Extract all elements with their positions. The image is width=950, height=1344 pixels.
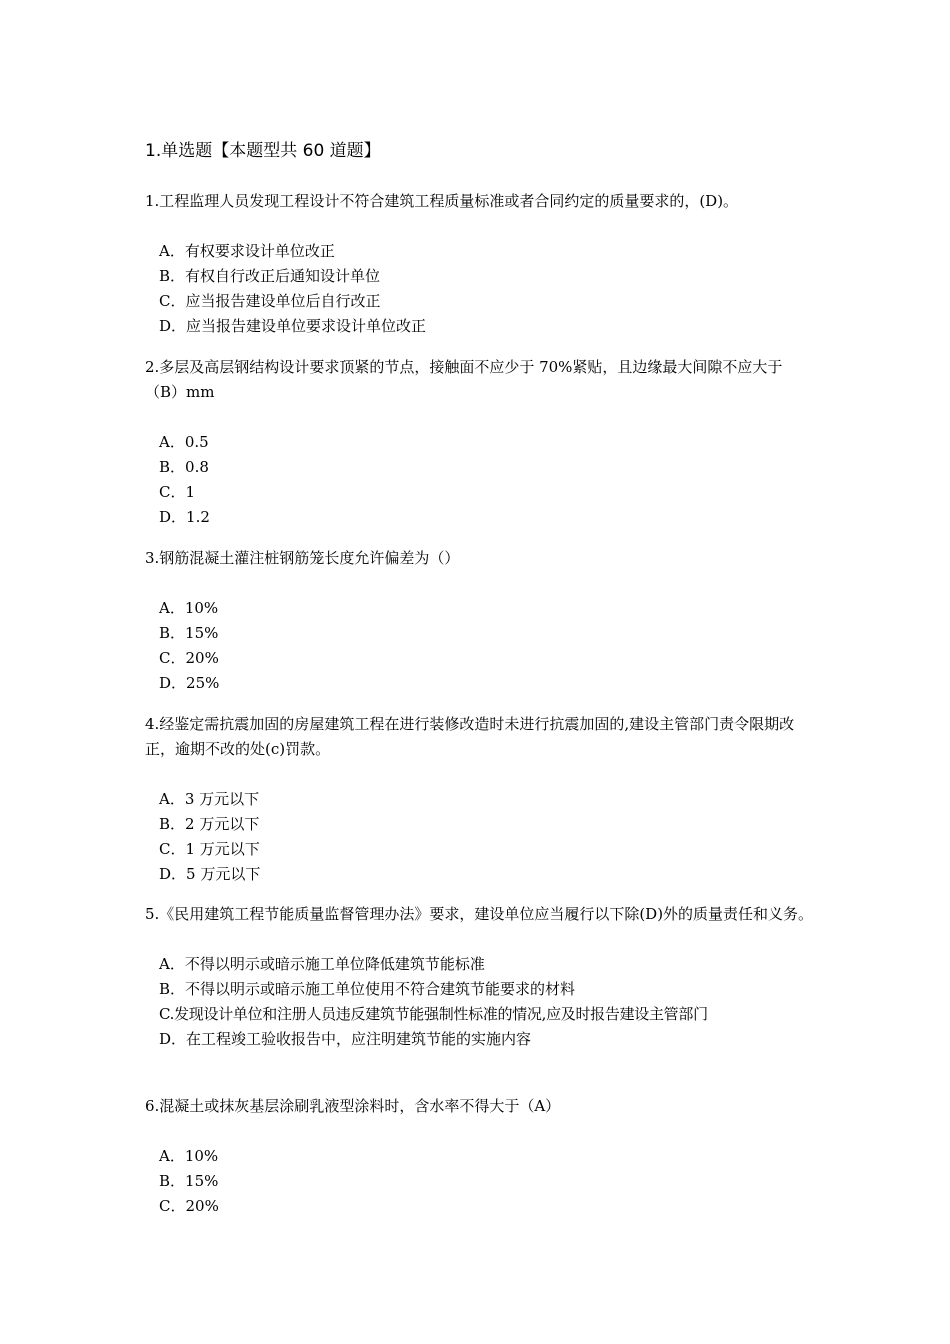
- option-c: C．1: [159, 483, 196, 501]
- option-d: D．5 万元以下: [159, 865, 261, 883]
- question-stem: 6.混凝土或抹灰基层涂刷乳液型涂料时，含水率不得大于（A）: [145, 1097, 561, 1115]
- question-6: [145, 1094, 815, 1219]
- question-options: [145, 239, 815, 339]
- option-c: C．应当报告建设单位后自行改正: [159, 292, 381, 310]
- question-3: [145, 546, 815, 696]
- question-options: [145, 787, 815, 887]
- question-5: [145, 902, 815, 1052]
- question-stem: 1.工程监理人员发现工程设计不符合建筑工程质量标准或者合同约定的质量要求的，(D)。: [145, 192, 739, 210]
- option-a: A．有权要求设计单位改正: [159, 242, 335, 260]
- option-a: A．不得以明示或暗示施工单位降低建筑节能标准: [159, 955, 485, 973]
- option-c: C．20%: [159, 1197, 219, 1215]
- question-stem: 3.钢筋混凝土灌注桩钢筋笼长度允许偏差为（）: [145, 549, 460, 567]
- section-title: 1.单选题【本题型共 60 道题】: [145, 141, 381, 161]
- question-options: [145, 596, 815, 696]
- option-b: B．15%: [159, 1172, 219, 1190]
- option-a: A．0.5: [159, 433, 209, 451]
- option-b: B．0.8: [159, 458, 209, 476]
- question-options: [145, 430, 815, 530]
- option-b: B．2 万元以下: [159, 815, 260, 833]
- question-stem: 5.《民用建筑工程节能质量监督管理办法》要求，建设单位应当履行以下除(D)外的质量责任和义务。: [145, 905, 814, 923]
- question-stem: 4.经鉴定需抗震加固的房屋建筑工程在进行装修改造时未进行抗震加固的,建设主管部门责令限期改正，逾期不改的处(c)罚款。: [145, 715, 795, 758]
- question-2: [145, 355, 815, 530]
- question-4: [145, 712, 815, 887]
- question-options: [145, 952, 815, 1052]
- option-d: D．1.2: [159, 508, 210, 526]
- option-b: B．15%: [159, 624, 219, 642]
- option-b: B．有权自行改正后通知设计单位: [159, 267, 381, 285]
- option-b: B．不得以明示或暗示施工单位使用不符合建筑节能要求的材料: [159, 980, 576, 998]
- question-stem: 2.多层及高层钢结构设计要求顶紧的节点，接触面不应少于 70%紧贴，且边缘最大间隙不应大于（B）mm: [145, 358, 783, 401]
- option-c: C．1 万元以下: [159, 840, 260, 858]
- question-1: [145, 189, 815, 339]
- option-d: D．在工程竣工验收报告中，应注明建筑节能的实施内容: [159, 1030, 532, 1048]
- question-options: [145, 1144, 815, 1219]
- option-a: A．10%: [159, 1147, 219, 1165]
- option-c: C．20%: [159, 649, 219, 667]
- option-a: A．3 万元以下: [159, 790, 260, 808]
- option-c: C.发现设计单位和注册人员违反建筑节能强制性标准的情况,应及时报告建设主管部门: [159, 1005, 708, 1023]
- option-d: D．应当报告建设单位要求设计单位改正: [159, 317, 427, 335]
- option-a: A．10%: [159, 599, 219, 617]
- option-d: D．25%: [159, 674, 220, 692]
